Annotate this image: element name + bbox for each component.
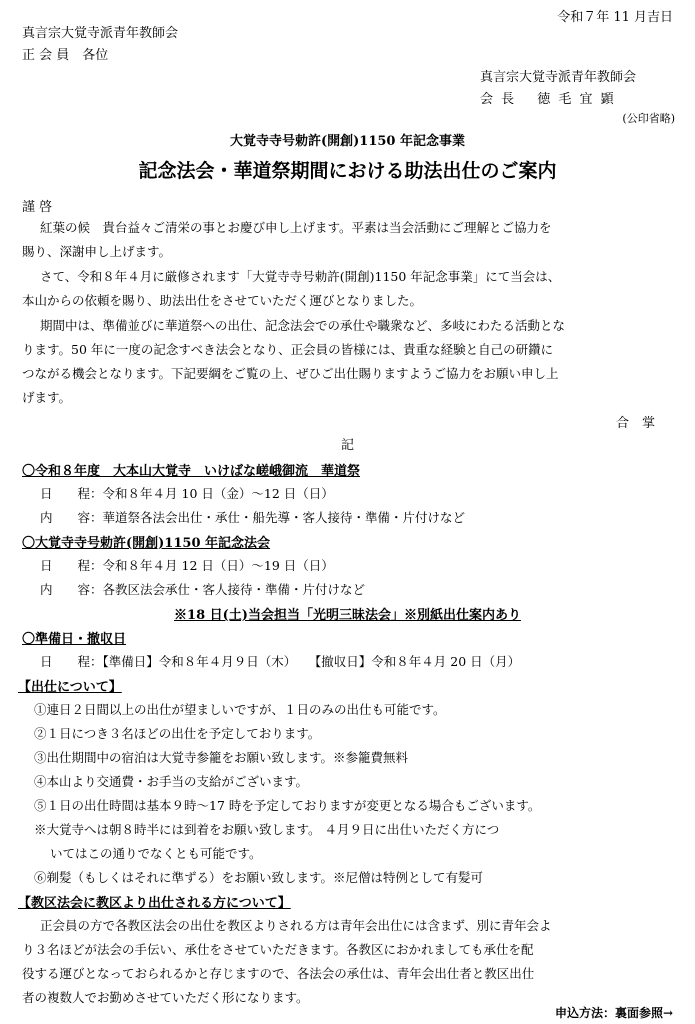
- event-1-date-row: [40, 484, 334, 502]
- recipient-members: 正 会 員 各位: [22, 48, 109, 63]
- event-1-content: 華道祭各法会出仕・承仕・船先導・客人接待・準備・片付けなど: [102, 510, 466, 525]
- body-p1a: 紅葉の候 貴台益々ご清栄の事とお慶び申し上げます。平素は当会活動にご理解とご協力を: [40, 220, 552, 235]
- event-2-content-label: 内 容：: [40, 582, 103, 597]
- event-2-date: 令和８年４月 12 日（日）～19 日（日）: [102, 558, 334, 573]
- event-2-content-row: [40, 580, 365, 598]
- body-p2b: 本山からの依頼を賜り、助法出仕をさせていただく運びとなりました。: [22, 293, 423, 308]
- service-item: ④本山より交通費・お手当の支給がございます。: [34, 774, 309, 789]
- district-line: 者の複数人でお勤めさせていただく形になります。: [22, 990, 309, 1005]
- document-date: 令和７年 11 月吉日: [557, 10, 673, 25]
- district-line: 正会員の方で各教区法会の出仕を教区よりされる方は青年会出仕には含まず、別に青年会よ: [40, 918, 552, 933]
- district-heading: 【教区法会に教区より出仕される方について】: [18, 896, 291, 911]
- seal-note: (公印省略): [622, 112, 675, 125]
- event-2-content: 各教区法会承仕・客人接待・準備・片付けなど: [102, 582, 366, 597]
- service-item: ②１日につき３名ほどの出仕を予定しております。: [34, 726, 321, 741]
- ki-marker: 記: [340, 438, 354, 453]
- body-p3b: ります。50 年に一度の記念すべき法会となり、正会員の皆様には、貴重な経験と自己の研鑽に: [22, 342, 554, 357]
- service-item: ⑤１日の出仕時間は基本９時～17 時を予定しておりますが変更となる場合もございます。: [34, 798, 541, 813]
- footer-note: 申込方法：裏面参照→: [554, 1006, 673, 1020]
- event-1-date-label: 日 程：: [40, 486, 103, 501]
- sender-org: 真言宗大覚寺派青年教師会: [480, 70, 637, 85]
- prep-label: 日 程：: [40, 654, 103, 669]
- event-subtitle: 大覚寺寺号勅許(開創)1150 年記念事業: [229, 134, 465, 149]
- closing: 合 掌: [615, 416, 655, 431]
- prep-heading: 〇準備日・撤収日: [22, 632, 127, 647]
- event-1-heading: 〇令和８年度 大本山大覚寺 いけばな嵯峨御流 華道祭: [22, 464, 361, 479]
- body-p3c: つながる機会となります。下記要綱をご覧の上、ぜひご出仕賜りますようご協力をお願い申し上: [22, 366, 559, 381]
- district-line: 役する運びとなっておられるかと存じますので、各法会の承仕は、青年会出仕者と教区出仕: [22, 966, 535, 981]
- service-heading: 【出仕について】: [18, 680, 122, 695]
- service-item: ※大覚寺へは朝８時半には到着をお願い致します。 ４月９日に出仕いただく方につ: [34, 822, 500, 837]
- event-1-date: 令和８年４月 10 日（金）～12 日（日）: [102, 486, 334, 501]
- district-line: り３名ほどが法会の手伝い、承仕をさせていただきます。各教区におかれましても承仕を配: [22, 942, 534, 957]
- event-2-date-label: 日 程：: [40, 558, 103, 573]
- salutation: 謹 啓: [22, 200, 53, 215]
- service-item: ③出仕期間中の宿泊は大覚寺参籠をお願い致します。※参籠費無料: [34, 750, 409, 765]
- body-p2a: さて、令和８年４月に厳修されます「大覚寺寺号勅許(開創)1150 年記念事業」にて当会は、: [40, 269, 561, 284]
- event-2-heading: 〇大覚寺寺号勅許(開創)1150 年記念法会: [22, 536, 271, 551]
- prep-text: 【準備日】令和８年４月９日（木） 【撤収日】令和８年４月 20 日（月）: [102, 654, 521, 669]
- service-item: いてはこの通りでなくとも可能です。: [50, 846, 262, 861]
- prep-row: [40, 652, 520, 670]
- event-2-date-row: [40, 556, 334, 574]
- body-p1b: 賜り、深謝申し上げます。: [22, 244, 172, 259]
- body-p3a: 期間中は、準備並びに華道祭への出仕、記念法会での承仕や職衆など、多岐にわたる活動とな: [40, 318, 566, 333]
- event-1-content-row: [40, 508, 465, 526]
- sender-president: 会 長 徳 毛 宜 顕: [480, 92, 616, 107]
- service-item: ⑥剃髪（もしくはそれに準ずる）をお願い致します。※尼僧は特例として有髪可: [34, 870, 484, 885]
- event-2-note: ※18 日(土)当会担当「光明三昧法会」※別紙出仕案内あり: [174, 608, 521, 623]
- page-title: 記念法会・華道祭期間における助法出仕のご案内: [138, 160, 557, 182]
- event-1-content-label: 内 容：: [40, 510, 103, 525]
- body-p3d: げます。: [22, 390, 72, 405]
- recipient-org: 真言宗大覚寺派青年教師会: [22, 26, 179, 41]
- service-item: ①連日２日間以上の出仕が望ましいですが、１日のみの出仕も可能です。: [34, 702, 446, 717]
